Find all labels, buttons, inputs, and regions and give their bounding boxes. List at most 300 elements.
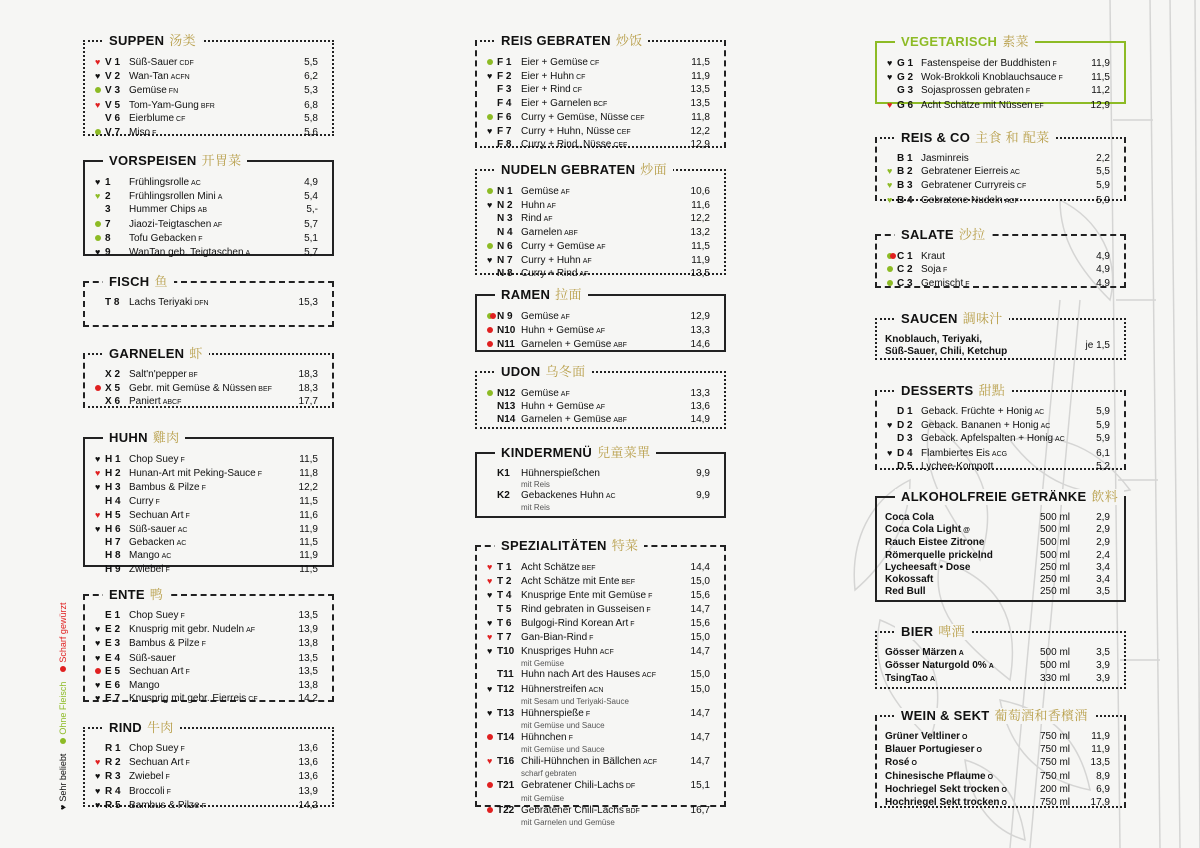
allergen-codes: AF — [546, 203, 556, 211]
item-code: C 3 — [897, 278, 913, 290]
item-description: mit Garnelen und Gemüse — [521, 817, 615, 827]
menu-item — [487, 240, 710, 254]
menu-item — [487, 387, 710, 401]
item-code: G 6 — [897, 99, 914, 111]
item-name: Broccoli F — [129, 785, 171, 797]
item-price: 11,5 — [299, 454, 318, 465]
item-code: K1 — [497, 468, 510, 479]
allergen-codes: A — [958, 650, 964, 657]
allergen-codes: O — [1001, 800, 1007, 808]
item-description: mit Gemüse und Sauce — [521, 721, 605, 731]
allergen-codes: AC — [191, 180, 201, 187]
item-name: Huhn + Gemüse AF — [521, 325, 606, 337]
menu-item — [95, 113, 318, 126]
item-name: Lychee-Kompott — [921, 460, 994, 472]
menu-item — [885, 550, 1110, 562]
veg-dot-icon — [487, 185, 497, 197]
item-code: E 7 — [105, 693, 121, 705]
item-name: Knusprig mit gebr. Nudeln AF — [129, 624, 256, 636]
item-code: D 2 — [897, 420, 913, 432]
section-spezialitaeten — [475, 538, 726, 827]
item-volume: 750 ml — [1040, 797, 1071, 809]
allergen-codes: F — [152, 130, 157, 138]
item-price: 15,1 — [690, 780, 710, 792]
heart-icon: ♥ — [487, 576, 493, 587]
heart-icon: ♥ — [887, 447, 893, 458]
legend: ♥ Sehr beliebt Ohne Fleisch Scharf gewürzt — [58, 602, 68, 810]
menu-item — [487, 707, 710, 721]
veg-dot-icon — [95, 232, 105, 244]
section-vorspeisen — [83, 153, 334, 259]
menu-item — [887, 419, 1110, 433]
allergen-codes: BCF — [593, 100, 608, 108]
item-name: Curry + Rind, Nüsse CEF — [521, 139, 628, 151]
veg-dot-icon — [487, 240, 497, 252]
allergen-codes: F — [185, 760, 190, 768]
item-price: 13,6 — [690, 401, 710, 413]
allergen-codes: DF — [625, 783, 636, 791]
menu-item — [95, 126, 318, 140]
item-code: T 1 — [497, 562, 512, 573]
item-name: Chop Suey F — [129, 743, 185, 754]
menu-item — [487, 414, 710, 427]
item-price: 14,7 — [690, 707, 710, 719]
item-price: 6,1 — [1096, 447, 1110, 459]
menu-item — [487, 604, 710, 617]
heart-icon: ♥ — [487, 590, 493, 601]
item-code: T 2 — [497, 576, 512, 588]
menu-item — [95, 297, 318, 310]
item-price: 3,9 — [1096, 673, 1110, 685]
menu-item — [887, 433, 1110, 446]
legend-liked: Sehr beliebt — [58, 753, 68, 802]
menu-item — [95, 190, 318, 204]
menu-item — [95, 743, 318, 756]
item-price: 2,9 — [1096, 524, 1110, 536]
section-title: ALKOHOLFREIE GETRÄNKE 飲料 — [895, 489, 1124, 505]
item-price: 11,9 — [1091, 731, 1110, 742]
allergen-codes: F — [180, 457, 185, 464]
menu-item — [95, 467, 318, 481]
item-price: 5,9 — [1096, 433, 1110, 445]
allergen-codes: AF — [596, 243, 606, 251]
item-code: H 5 — [105, 509, 121, 521]
item-code: H 6 — [105, 524, 121, 536]
item-description: mit Gemüse — [521, 659, 565, 669]
item-price: 3,4 — [1096, 574, 1110, 586]
item-code: G 1 — [897, 58, 914, 69]
menu-item — [887, 461, 1110, 473]
menu-item — [95, 537, 318, 550]
item-name: Grüner Veltliner O — [885, 731, 968, 742]
heart-icon: ♥ — [95, 177, 101, 187]
spicy-dot-icon — [487, 324, 497, 336]
item-price: 5,5 — [1096, 166, 1110, 178]
section-title: VEGETARISCH 素菜 — [895, 34, 1035, 50]
allergen-codes: ACG — [991, 450, 1008, 458]
menu-item — [95, 509, 318, 523]
section-vegetarisch — [875, 34, 1126, 111]
allergen-codes: F — [589, 635, 594, 643]
menu-item — [487, 731, 710, 745]
item-code: N 9 — [497, 311, 513, 322]
allergen-codes: AC — [1040, 423, 1051, 431]
item-price: 16,7 — [690, 804, 710, 816]
allergen-codes: AC — [161, 553, 172, 561]
menu-item — [885, 537, 1110, 549]
item-price: 11,9 — [691, 255, 710, 267]
menu-item — [487, 310, 710, 324]
item-price: 11,9 — [691, 71, 710, 83]
item-volume: 500 ml — [1040, 512, 1071, 523]
item-code: D 3 — [897, 433, 913, 445]
heart-icon: ♥ — [95, 482, 101, 493]
menu-item — [887, 277, 1110, 291]
menu-item — [487, 779, 710, 793]
item-name: Eierblume CF — [129, 112, 186, 124]
allergen-codes: AF — [560, 189, 570, 196]
allergen-codes: CF — [572, 87, 583, 95]
spicy-dot-icon — [95, 665, 105, 677]
section-title: GARNELEN 虾 — [103, 346, 209, 362]
item-price: 14,4 — [690, 562, 710, 573]
item-code: E 4 — [105, 652, 121, 664]
menu-item — [95, 176, 318, 190]
item-name: Rosé O — [885, 757, 917, 769]
legend-veg: Ohne Fleisch — [58, 681, 68, 735]
item-name: Huhn nach Art des Hauses ACF — [521, 669, 656, 681]
item-price: 12,2 — [690, 213, 710, 225]
item-price: 5,9 — [1096, 180, 1110, 192]
allergen-codes: ABF — [613, 342, 627, 350]
menu-item — [487, 589, 710, 603]
item-name: Hühnerspießchen — [521, 468, 600, 479]
item-code: D 5 — [897, 460, 913, 472]
item-price: 11,5 — [299, 563, 318, 575]
item-price: 12,2 — [298, 482, 318, 494]
allergen-codes: AC — [605, 493, 616, 501]
item-name: TsingTao A — [885, 673, 936, 685]
section-bier — [875, 624, 1126, 689]
item-price: 3,4 — [1096, 561, 1110, 573]
item-name: Lachs Teriyaki DFN — [129, 297, 209, 308]
menu-item — [487, 254, 710, 268]
heart-icon: ♥ — [95, 771, 101, 782]
menu-item — [95, 204, 318, 217]
allergen-codes: ACF — [641, 672, 656, 680]
item-code: N14 — [497, 414, 516, 426]
item-name: Hochriegel Sekt trocken O — [885, 797, 1007, 809]
section-title: SALATE 沙拉 — [895, 227, 991, 243]
veg-dot-icon — [887, 263, 897, 275]
item-name: Rauch Eistee Zitrone — [885, 537, 985, 549]
item-code: C 1 — [897, 251, 913, 262]
menu-item — [95, 453, 318, 467]
allergen-codes: BEF — [258, 386, 272, 394]
item-price: 15,3 — [298, 297, 318, 308]
item-name: Bambus & Pilze F — [129, 482, 206, 494]
allergen-codes: F — [943, 267, 948, 275]
menu-item — [885, 744, 1110, 757]
item-code: H 7 — [105, 537, 121, 549]
item-code: H 9 — [105, 563, 121, 575]
saucen-price: je 1,5 — [1085, 340, 1110, 351]
section-saucen — [875, 311, 1126, 360]
item-code: B 1 — [897, 153, 913, 164]
item-name: Kraut — [921, 251, 945, 262]
item-price: 5,9 — [1096, 406, 1110, 417]
item-price: 11,5 — [299, 537, 318, 549]
item-name: Bulgogi-Rind Korean Art F — [521, 617, 635, 629]
allergen-codes: F — [1058, 75, 1063, 83]
item-price: 5,1 — [304, 232, 318, 244]
heart-icon: ♥ — [887, 194, 893, 205]
menu-item — [95, 382, 318, 396]
heart-icon: ♥ — [487, 646, 493, 657]
menu-item — [887, 57, 1110, 71]
item-price: 4,9 — [1096, 251, 1110, 262]
item-description: mit Reis — [521, 480, 550, 490]
section-title: ENTE 鸭 — [103, 587, 169, 603]
menu-item — [487, 631, 710, 645]
item-price: 5,6 — [304, 127, 318, 139]
item-code: R 1 — [105, 743, 121, 754]
item-price: 2,9 — [1096, 512, 1110, 523]
item-name: Jasminreis — [921, 153, 969, 164]
menu-item — [95, 652, 318, 665]
allergen-codes: DFN — [194, 300, 209, 307]
item-name: Curry + Gemüse, Nüsse CEF — [521, 111, 645, 123]
heart-icon: ♥ — [487, 617, 493, 628]
allergen-codes: A — [988, 663, 994, 671]
item-code: D 4 — [897, 447, 913, 459]
menu-item — [95, 70, 318, 84]
section-udon — [475, 364, 726, 429]
heart-icon: ♥ — [95, 524, 101, 535]
item-code: 3 — [105, 204, 111, 216]
allergen-codes: A — [929, 676, 936, 684]
menu-item — [487, 575, 710, 589]
item-volume: 250 ml — [1040, 586, 1071, 598]
item-code: N 4 — [497, 226, 513, 238]
item-name: Bambus & Pilze F — [129, 799, 206, 811]
item-name: Hühnchen F — [521, 732, 573, 744]
allergen-codes: BDF — [625, 807, 640, 815]
item-price: 9,9 — [696, 490, 710, 502]
allergen-codes: CF — [576, 74, 586, 82]
item-price: 15,6 — [690, 617, 710, 629]
heart-icon: ♥ — [95, 652, 101, 663]
item-name: Hochriegel Sekt trocken O — [885, 783, 1007, 795]
item-price: 15,0 — [690, 683, 710, 695]
veg-dot-icon — [487, 387, 497, 399]
item-name: Fastenspeise der Buddhisten F — [921, 58, 1057, 69]
item-price: 14,7 — [690, 756, 710, 768]
item-name: Knusprig mit gebr. Eierreis CF — [129, 693, 258, 705]
item-code: T12 — [497, 683, 515, 695]
item-price: 8,9 — [1096, 770, 1110, 782]
item-price: 14,2 — [298, 799, 318, 811]
item-code: N11 — [497, 339, 515, 351]
allergen-codes: ABCF — [162, 399, 182, 407]
item-description: mit Gemüse — [521, 793, 565, 803]
allergen-codes: F — [185, 512, 190, 520]
menu-item — [487, 617, 710, 631]
item-price: 14,7 — [690, 732, 710, 744]
item-price: 11,5 — [691, 240, 710, 252]
menu-item — [95, 770, 318, 784]
allergen-codes: AC — [176, 540, 187, 548]
item-price: 5,5 — [304, 57, 318, 68]
heart-icon: ♥ — [887, 58, 893, 68]
menu-item — [95, 56, 318, 70]
item-price: 13,8 — [298, 638, 318, 650]
item-code: T 7 — [497, 632, 512, 644]
item-price: 13,5 — [690, 97, 710, 109]
saucen-line-2: Süß-Sauer, Chili, Ketchup — [885, 346, 1008, 357]
item-code: T 5 — [497, 603, 512, 615]
item-code: K2 — [497, 490, 510, 502]
section-title: SPEZIALITÄTEN 特菜 — [495, 538, 644, 554]
item-code: C 2 — [897, 264, 913, 276]
menu-item — [887, 179, 1110, 193]
item-name: Chop Suey F — [129, 610, 185, 621]
item-volume: 750 ml — [1040, 744, 1071, 756]
item-code: F 6 — [497, 111, 512, 123]
item-price: 13,2 — [690, 226, 710, 238]
item-price: 13,6 — [298, 743, 318, 754]
item-code: T11 — [497, 669, 514, 681]
allergen-codes: AC — [177, 527, 188, 535]
heart-icon: ♥ — [95, 71, 101, 82]
allergen-codes: AF — [596, 328, 606, 336]
allergen-codes: F — [165, 566, 170, 574]
item-price: 9,9 — [696, 468, 710, 479]
section-fisch — [83, 274, 334, 327]
veg-dot-icon — [887, 277, 897, 289]
section-huhn — [83, 430, 334, 575]
item-name: Sechuan Art F — [129, 665, 190, 677]
heart-icon: ♥ — [487, 71, 493, 82]
item-name: Zwiebel F — [129, 771, 170, 783]
menu-item — [95, 99, 318, 113]
item-price: 14,7 — [690, 646, 710, 658]
menu-item — [95, 637, 318, 651]
item-price: 12,9 — [690, 311, 710, 322]
item-name: Bambus & Pilze F — [129, 638, 206, 650]
menu-item — [95, 679, 318, 692]
item-code: X 6 — [105, 396, 121, 408]
section-garnelen — [83, 346, 334, 408]
spicy-dot-icon — [95, 382, 105, 394]
allergen-codes: O — [962, 734, 968, 741]
allergen-codes: F — [185, 668, 190, 676]
heart-icon: ♥ — [95, 757, 101, 768]
menu-item — [95, 623, 318, 637]
item-code: N 7 — [497, 255, 513, 267]
menu-item — [95, 496, 318, 509]
allergen-codes: CDF — [179, 60, 194, 67]
item-code: 7 — [105, 218, 111, 230]
item-name: Wan-Tan ACFN — [129, 71, 190, 83]
item-price: 13,5 — [690, 84, 710, 96]
allergen-codes: AF — [579, 271, 589, 279]
item-name: Gebratener Chili-Lachs BDF — [521, 804, 640, 816]
menu-item — [885, 673, 1110, 686]
allergen-codes: BEF — [581, 565, 596, 572]
item-code: R 4 — [105, 785, 121, 797]
allergen-codes: CF — [589, 60, 600, 67]
heart-icon: ♥ — [95, 99, 101, 110]
item-name: Chop Suey F — [129, 454, 185, 465]
heart-icon: ♥ — [95, 247, 101, 258]
item-code: V 1 — [105, 57, 121, 68]
item-price: 15,0 — [690, 632, 710, 644]
menu-item — [95, 232, 318, 246]
section-title: FISCH 鱼 — [103, 274, 174, 290]
item-name: Kokossaft — [885, 574, 934, 586]
item-price: 6,9 — [1096, 783, 1110, 795]
item-code: T21 — [497, 780, 515, 792]
item-price: 5,9 — [1096, 194, 1110, 206]
item-price: 15,0 — [690, 669, 710, 681]
item-name: Knuspriges Huhn ACF — [521, 646, 614, 658]
item-price: 3,5 — [1096, 647, 1110, 658]
item-volume: 200 ml — [1040, 783, 1071, 795]
item-price: 15,6 — [690, 590, 710, 602]
heart-icon: ♥ — [95, 509, 101, 520]
item-name: Römerquelle prickelnd — [885, 549, 993, 561]
item-code: 2 — [105, 191, 111, 203]
veg-spicy-dot-icon — [487, 310, 497, 322]
menu-item — [487, 683, 710, 697]
item-name: Red Bull — [885, 586, 926, 598]
allergen-codes: CF — [176, 115, 186, 123]
item-name: Chinesische Pflaume O — [885, 770, 994, 782]
allergen-codes: AF — [560, 314, 570, 321]
item-code: G 3 — [897, 85, 914, 97]
menu-item — [885, 771, 1110, 784]
allergen-codes: O — [976, 747, 982, 755]
item-name: Gebackenes Huhn AC — [521, 490, 616, 502]
menu-item — [885, 757, 1110, 770]
item-volume: 500 ml — [1040, 524, 1071, 536]
heart-icon: ♥ — [487, 126, 493, 137]
item-price: 13,6 — [298, 771, 318, 783]
allergen-codes: AC — [1055, 436, 1065, 444]
section-title: DESSERTS 甜點 — [895, 383, 1011, 399]
item-price: 5,3 — [304, 85, 318, 97]
item-name: Gebr. mit Gemüse & Nüssen BEF — [129, 383, 272, 395]
item-code: N 8 — [497, 268, 513, 280]
menu-item — [487, 645, 710, 659]
item-price: 13,3 — [690, 325, 710, 337]
allergen-codes: F — [965, 281, 970, 289]
item-price: 12,9 — [1090, 99, 1110, 111]
heart-icon: ♥ — [487, 562, 493, 572]
menu-item — [887, 85, 1110, 98]
item-price: 13,3 — [690, 388, 710, 399]
item-price: 11,9 — [299, 524, 318, 536]
allergen-codes: F — [630, 620, 635, 628]
item-code: T10 — [497, 646, 515, 658]
allergen-codes: A — [245, 250, 251, 258]
item-name: Knusprige Ente mit Gemüse F — [521, 590, 653, 602]
item-code: F 1 — [497, 57, 512, 68]
item-price: 2,4 — [1096, 549, 1110, 561]
item-price: 5,- — [306, 204, 318, 216]
item-price: 5,9 — [1096, 420, 1110, 432]
